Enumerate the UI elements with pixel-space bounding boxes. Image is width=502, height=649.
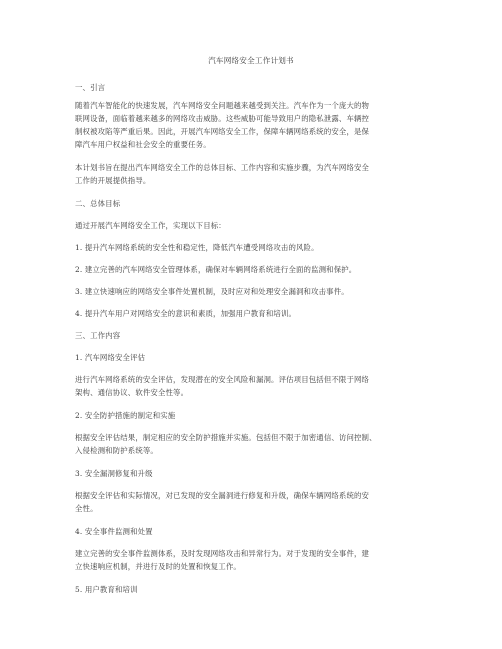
content-item-title: 2. 安全防护措施的制定和实施 (75, 411, 176, 420)
paragraph-line: 进行汽车网络系统的安全评估，发现潜在的安全风险和漏洞。评估项目包括但不限于网络 (75, 375, 370, 384)
content-item-title: 1. 汽车网络安全评估 (75, 353, 146, 362)
paragraph-line: 入侵检测和防护系统等。 (75, 446, 158, 455)
goal-item: 1. 提升汽车网络系统的安全性和稳定性，降低汽车遭受网络攻击的风险。 (75, 243, 319, 252)
content-item-title: 3. 安全漏洞修复和升级 (75, 469, 153, 478)
document-title: 汽车网络安全工作计划书 (208, 56, 294, 65)
paragraph-line: 全性。 (75, 504, 98, 513)
section-heading-intro: 一、引言 (75, 83, 106, 92)
goal-item: 2. 建立完善的汽车网络安全管理体系，确保对车辆网络系统进行全面的监测和保护。 (75, 265, 357, 274)
paragraph-line: 立快速响应机制，并进行及时的处置和恢复工作。 (75, 562, 241, 571)
paragraph-line: 联网设备，面临着越来越多的网络攻击威胁。这些威胁可能导致用户的隐私泄露、车辆控 (75, 114, 370, 123)
section-heading-content: 三、工作内容 (75, 331, 121, 340)
paragraph-line: 根据安全评估结果，制定相应的安全防护措施并实施。包括但不限于加密通信、访问控制、 (75, 433, 377, 442)
paragraph-line: 根据安全评估和实际情况，对已发现的安全漏洞进行修复和升级，确保车辆网络系统的安 (75, 491, 370, 500)
goal-item: 4. 提升汽车用户对网络安全的意识和素质，加强用户教育和培训。 (75, 309, 296, 318)
paragraph-line: 通过开展汽车网络安全工作，实现以下目标： (75, 221, 226, 230)
paragraph-line: 随着汽车智能化的快速发展，汽车网络安全问题越来越受到关注。汽车作为一个庞大的物 (75, 101, 370, 110)
content-item-title: 5. 用户教育和培训 (75, 585, 138, 594)
paragraph-line: 本计划书旨在提出汽车网络安全工作的总体目标、工作内容和实施步骤，为汽车网络安全 (75, 163, 370, 172)
paragraph-line: 制权被攻陷等严重后果。因此，开展汽车网络安全工作，保障车辆网络系统的安全，是保 (75, 127, 370, 136)
content-item-title: 4. 安全事件监测和处置 (75, 527, 153, 536)
paragraph-line: 障汽车用户权益和社会安全的重要任务。 (75, 140, 211, 149)
paragraph-line: 建立完善的安全事件监测体系，及时发现网络攻击和异常行为。对于发现的安全事件，建 (75, 549, 370, 558)
paragraph-line: 工作的开展提供指导。 (75, 176, 151, 185)
section-heading-goals: 二、总体目标 (75, 199, 121, 208)
paragraph-line: 架构、通信协议、软件安全性等。 (75, 388, 189, 397)
goal-item: 3. 建立快速响应的网络安全事件处置机制，及时应对和处理安全漏洞和攻击事件。 (75, 287, 349, 296)
